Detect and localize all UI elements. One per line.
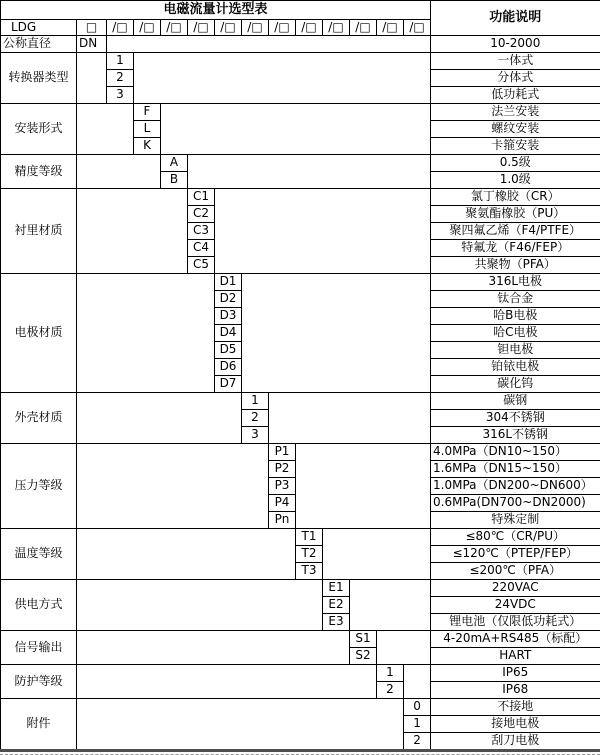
option-code: Pn	[269, 512, 296, 529]
option-description: 1.0级	[431, 172, 600, 189]
option-code: D2	[215, 291, 242, 308]
table-title: 电磁流量计选型表	[1, 1, 431, 20]
option-code: DN	[77, 36, 107, 53]
option-description: 卡箍安装	[431, 138, 600, 155]
function-column-header: 功能说明	[431, 1, 600, 36]
option-code: C1	[188, 189, 215, 206]
empty-cell	[77, 104, 134, 155]
option-code: 2	[377, 682, 404, 699]
option-code: P4	[269, 495, 296, 512]
option-code: C4	[188, 240, 215, 257]
option-description: 碳化钨	[431, 376, 600, 393]
group-label: 安装形式	[1, 104, 77, 155]
option-description: 220VAC	[431, 580, 600, 597]
option-description: 哈C电极	[431, 325, 600, 342]
option-code: 1	[377, 665, 404, 682]
option-code: 1	[404, 716, 431, 733]
model-code-slot: /□	[107, 20, 134, 36]
model-code-slot: /□	[134, 20, 161, 36]
option-description: 不接地	[431, 699, 600, 716]
empty-cell	[350, 580, 431, 631]
model-code-slot: /□	[188, 20, 215, 36]
option-description: ≤120℃（PTEP/FEP）	[431, 546, 600, 563]
option-code: T1	[296, 529, 323, 546]
group-label: 外壳材质	[1, 393, 77, 444]
option-code: 1	[107, 53, 134, 70]
group-label: 信号输出	[1, 631, 77, 665]
option-code: 0	[404, 699, 431, 716]
option-description: 哈B电极	[431, 308, 600, 325]
option-description: 接地电极	[431, 716, 600, 733]
option-description: 0.6MPa(DN700~DN2000)	[431, 495, 600, 512]
option-code: E1	[323, 580, 350, 597]
option-description: 共聚物（PFA）	[431, 257, 600, 274]
option-description: 一体式	[431, 53, 600, 70]
option-description: 1.0MPa（DN200~DN600）	[431, 478, 600, 495]
option-code: P2	[269, 461, 296, 478]
empty-cell	[77, 444, 269, 529]
model-code-slot: /□	[296, 20, 323, 36]
option-code: P1	[269, 444, 296, 461]
group-label: 衬里材质	[1, 189, 77, 274]
empty-cell	[77, 155, 161, 189]
option-code: E2	[323, 597, 350, 614]
empty-cell	[77, 189, 188, 274]
option-code: 3	[107, 87, 134, 104]
group-label: 转换器类型	[1, 53, 77, 104]
group-label: 精度等级	[1, 155, 77, 189]
model-code-slot: /□	[215, 20, 242, 36]
option-description: 316L电极	[431, 274, 600, 291]
empty-cell	[404, 665, 431, 699]
option-code: D6	[215, 359, 242, 376]
empty-cell	[77, 529, 296, 580]
group-label: 公称直径	[1, 36, 77, 53]
option-description: 碳钢	[431, 393, 600, 410]
option-code: S1	[350, 631, 377, 648]
option-code: B	[161, 172, 188, 189]
option-description: 低功耗式	[431, 87, 600, 104]
option-description: 螺纹安装	[431, 121, 600, 138]
option-description: 法兰安装	[431, 104, 600, 121]
model-code-slot: /□	[377, 20, 404, 36]
option-code: 2	[404, 733, 431, 751]
option-description: 氯丁橡胶（CR）	[431, 189, 600, 206]
empty-cell	[269, 393, 431, 444]
option-description: 304不锈钢	[431, 410, 600, 427]
option-description: 4.0MPa（DN10~150）	[431, 444, 600, 461]
option-code: C3	[188, 223, 215, 240]
option-description: 钛合金	[431, 291, 600, 308]
empty-cell	[323, 529, 431, 580]
option-code: T2	[296, 546, 323, 563]
model-code-slot: /□	[161, 20, 188, 36]
option-code: D3	[215, 308, 242, 325]
group-label: 温度等级	[1, 529, 77, 580]
option-description: 刮刀电极	[431, 733, 600, 751]
empty-cell	[77, 699, 404, 751]
model-code-prefix: LDG	[1, 20, 77, 36]
empty-cell	[77, 274, 215, 393]
option-description: 0.5级	[431, 155, 600, 172]
empty-cell	[377, 631, 431, 665]
group-label: 电极材质	[1, 274, 77, 393]
option-description: 1.6MPa（DN15~150）	[431, 461, 600, 478]
empty-cell	[77, 665, 377, 699]
option-description: 聚氨酯橡胶（PU）	[431, 206, 600, 223]
option-code: F	[134, 104, 161, 121]
option-code: E3	[323, 614, 350, 631]
option-description: 特殊定制	[431, 512, 600, 529]
option-code: A	[161, 155, 188, 172]
option-code: C5	[188, 257, 215, 274]
option-description: HART	[431, 648, 600, 665]
group-label: 供电方式	[1, 580, 77, 631]
group-label: 附件	[1, 699, 77, 751]
option-description: 4-20mA+RS485（标配）	[431, 631, 600, 648]
model-code-slot: /□	[350, 20, 377, 36]
empty-cell	[242, 274, 431, 393]
option-code: 1	[242, 393, 269, 410]
empty-cell	[77, 53, 107, 104]
option-description: 24VDC	[431, 597, 600, 614]
option-description: 316L不锈钢	[431, 427, 600, 444]
option-description: 10-2000	[431, 36, 600, 53]
option-description: 锂电池（仅限低功耗式）	[431, 614, 600, 631]
option-code: S2	[350, 648, 377, 665]
option-code: D4	[215, 325, 242, 342]
option-description: ≤80℃（CR/PU）	[431, 529, 600, 546]
empty-cell	[77, 393, 242, 444]
empty-cell	[77, 631, 350, 665]
option-description: IP68	[431, 682, 600, 699]
model-code-slot: /□	[404, 20, 431, 36]
empty-cell	[296, 444, 431, 529]
option-code: K	[134, 138, 161, 155]
option-code: T3	[296, 563, 323, 580]
option-code: P3	[269, 478, 296, 495]
model-code-slot: /□	[242, 20, 269, 36]
option-code: 2	[107, 70, 134, 87]
empty-cell	[107, 36, 431, 53]
model-code-box: □	[77, 20, 107, 36]
empty-cell	[161, 104, 431, 155]
empty-cell	[77, 580, 323, 631]
group-label: 压力等级	[1, 444, 77, 529]
option-code: D7	[215, 376, 242, 393]
empty-cell	[188, 155, 431, 189]
option-code: L	[134, 121, 161, 138]
option-description: 分体式	[431, 70, 600, 87]
option-description: 特氟龙（F46/FEP）	[431, 240, 600, 257]
option-description: ≤200℃（PFA）	[431, 563, 600, 580]
option-description: 钽电极	[431, 342, 600, 359]
empty-cell	[134, 53, 431, 104]
model-code-slot: /□	[323, 20, 350, 36]
option-code: D1	[215, 274, 242, 291]
option-code: 3	[242, 427, 269, 444]
option-code: 2	[242, 410, 269, 427]
option-description: 铂铱电极	[431, 359, 600, 376]
option-code: D5	[215, 342, 242, 359]
model-code-slot: /□	[269, 20, 296, 36]
empty-cell	[215, 189, 431, 274]
option-description: 聚四氟乙烯（F4/PTFE）	[431, 223, 600, 240]
option-code: C2	[188, 206, 215, 223]
option-description: IP65	[431, 665, 600, 682]
group-label: 防护等级	[1, 665, 77, 699]
